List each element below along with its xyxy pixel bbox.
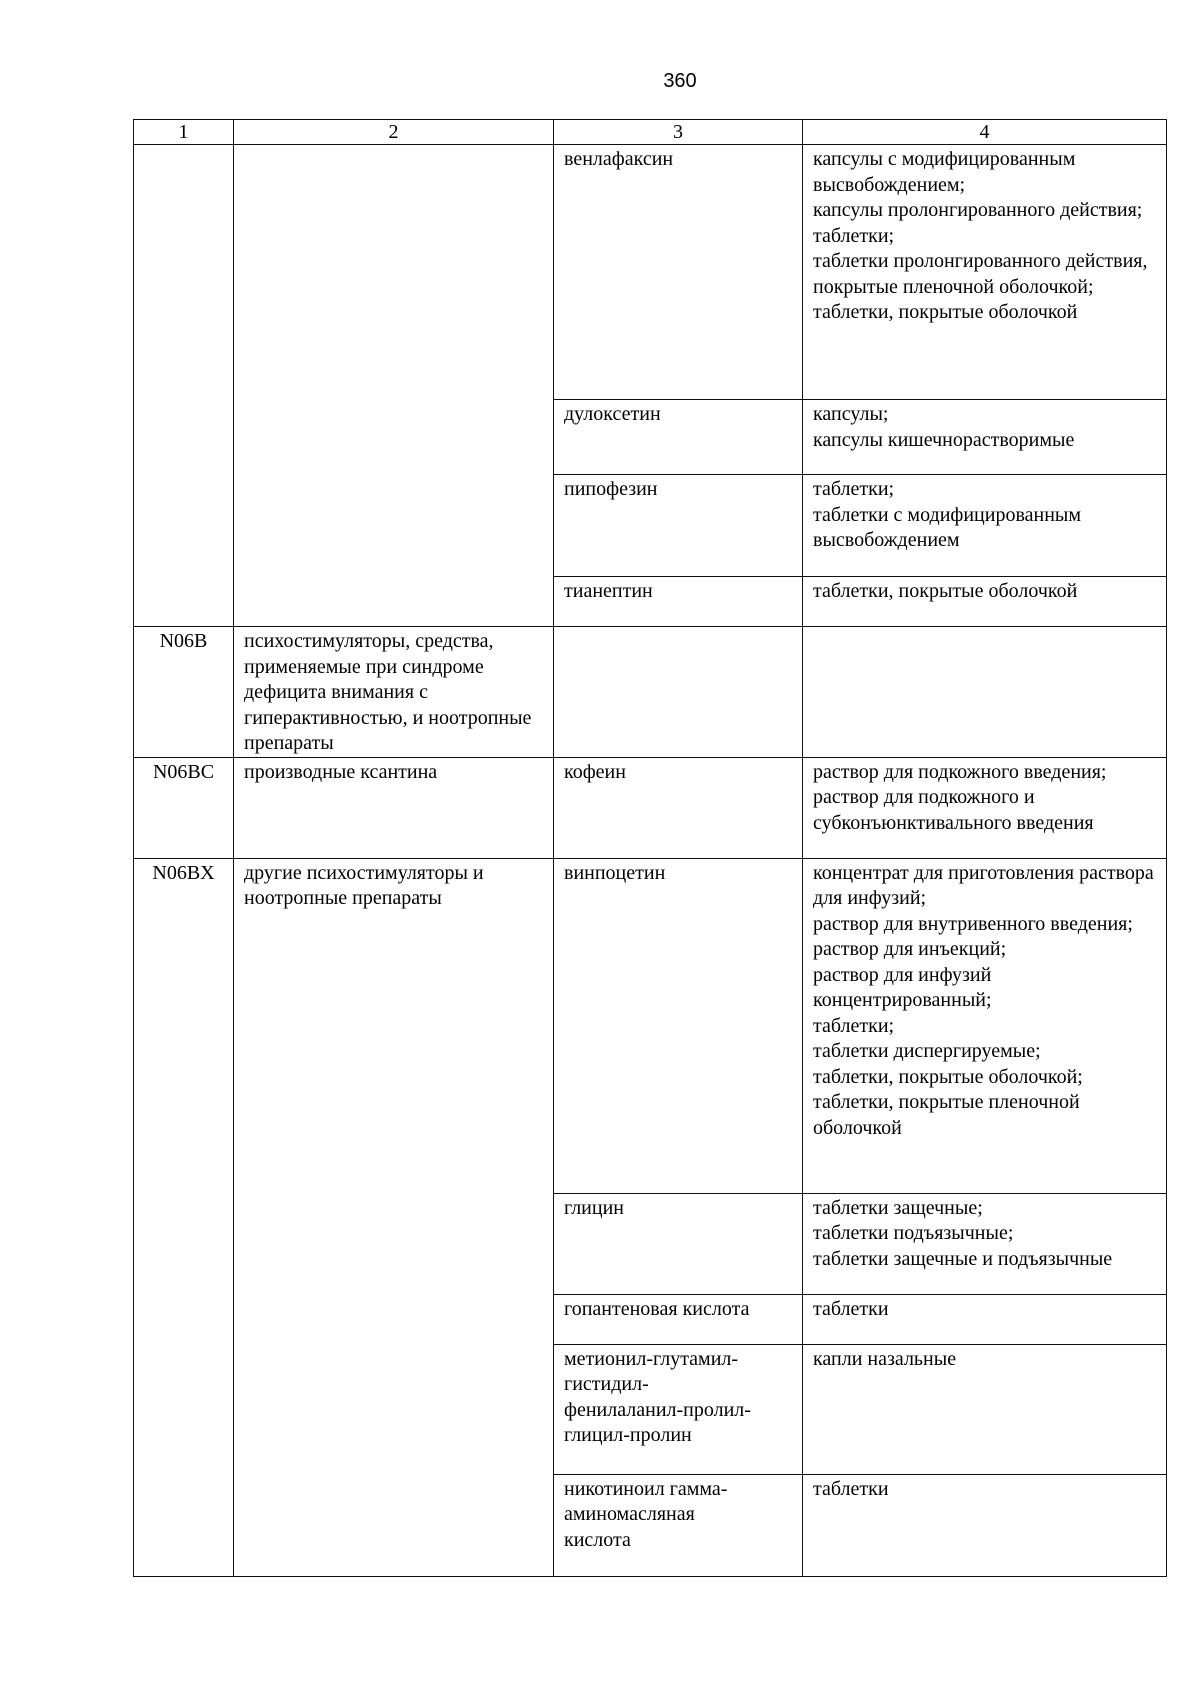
- dosage-form: капсулы;: [813, 403, 889, 425]
- dosage-forms-cell: [803, 577, 1167, 627]
- table-row: [134, 145, 1167, 400]
- dosage-form: таблетки диспергируемые;: [813, 1040, 1041, 1062]
- dosage-form: концентрат для приготовления раствора для инфузий;: [813, 861, 1154, 909]
- atc-code-cell: N06B: [134, 627, 234, 758]
- page-number: 360: [663, 70, 697, 92]
- dosage-forms-cell: [803, 627, 1167, 758]
- atc-code-cell: [134, 145, 234, 627]
- dosage-form: таблетки подъязычные;: [813, 1222, 1014, 1244]
- table-header-row: [134, 120, 1167, 145]
- group-name-cell: психостимуляторы, средства, применяемые при синдроме дефицита внимания с гиперактивностью, и ноотропные препараты: [234, 627, 554, 758]
- column-header: 2: [234, 120, 554, 145]
- dosage-form: раствор для внутривенного введения;: [813, 912, 1133, 935]
- drug-name-cell: венлафаксин: [554, 145, 803, 400]
- dosage-forms-cell: [803, 475, 1167, 577]
- drug-name-cell: пипофезин: [554, 475, 803, 577]
- dosage-form: таблетки: [813, 1297, 889, 1320]
- dosage-form: раствор для инъекций;: [813, 938, 1007, 960]
- group-name-cell: производные ксантина: [234, 757, 554, 858]
- table-row: [134, 858, 1167, 1193]
- dosage-form: таблетки с модифицированным высвобождением: [813, 503, 1082, 551]
- dosage-form: таблетки;: [813, 478, 895, 500]
- group-name-cell: [234, 145, 554, 627]
- dosage-form: таблетки;: [813, 1014, 895, 1037]
- drug-name-cell: [554, 627, 803, 758]
- dosage-forms-cell: [803, 400, 1167, 475]
- table-row: [134, 757, 1167, 858]
- group-name-cell: другие психостимуляторы и ноотропные препараты: [234, 858, 554, 1576]
- dosage-form: таблетки защечные и подъязычные: [813, 1247, 1113, 1270]
- dosage-forms-cell: [803, 757, 1167, 858]
- table-row: [134, 627, 1167, 758]
- dosage-form: таблетки, покрытые оболочкой: [813, 580, 1078, 602]
- drug-name-cell: кофеин: [554, 757, 803, 858]
- dosage-forms-cell: [803, 1294, 1167, 1344]
- drug-name-cell: метионил-глутамил-гистидил-фенилаланил-пролил-глицил-пролин: [554, 1344, 803, 1474]
- dosage-form: раствор для подкожного введения;: [813, 760, 1107, 783]
- dosage-form: таблетки, покрытые оболочкой: [813, 301, 1078, 323]
- drug-name-cell: винпоцетин: [554, 858, 803, 1193]
- dosage-form: таблетки: [813, 1477, 889, 1500]
- dosage-form: таблетки защечные;: [813, 1196, 983, 1219]
- dosage-forms-cell: [803, 1344, 1167, 1474]
- dosage-form: таблетки;: [813, 224, 895, 247]
- dosage-form: капсулы с модифицированным высвобождением;: [813, 148, 1076, 196]
- dosage-form: капсулы пролонгированного действия;: [813, 199, 1143, 221]
- dosage-form: таблетки, покрытые пленочной оболочкой: [813, 1091, 1080, 1139]
- dosage-forms-cell: [803, 1193, 1167, 1294]
- dosage-forms-cell: [803, 1474, 1167, 1576]
- dosage-form: раствор для инфузий концентрированный;: [813, 963, 992, 1011]
- dosage-form: таблетки пролонгированного действия, покрытые пленочной оболочкой;: [813, 250, 1148, 298]
- dosage-forms-cell: [803, 858, 1167, 1193]
- column-header: 3: [554, 120, 803, 145]
- column-header: 1: [134, 120, 234, 145]
- dosage-forms-cell: [803, 145, 1167, 400]
- atc-code-cell: N06BX: [134, 858, 234, 1576]
- drug-name-cell: гопантеновая кислота: [554, 1294, 803, 1344]
- drug-name-cell: дулоксетин: [554, 400, 803, 475]
- drug-name-cell: глицин: [554, 1193, 803, 1294]
- drug-table: [133, 119, 1167, 1577]
- dosage-form: капли назальные: [813, 1347, 957, 1370]
- drug-name-cell: тианептин: [554, 577, 803, 627]
- column-header: 4: [803, 120, 1167, 145]
- atc-code-cell: N06BC: [134, 757, 234, 858]
- dosage-form: таблетки, покрытые оболочкой;: [813, 1065, 1083, 1088]
- drug-name-cell: никотиноил гамма-аминомасляная кислота: [554, 1474, 803, 1576]
- dosage-form: раствор для подкожного и субконъюнктивального введения: [813, 786, 1094, 834]
- dosage-form: капсулы кишечнорастворимые: [813, 428, 1075, 451]
